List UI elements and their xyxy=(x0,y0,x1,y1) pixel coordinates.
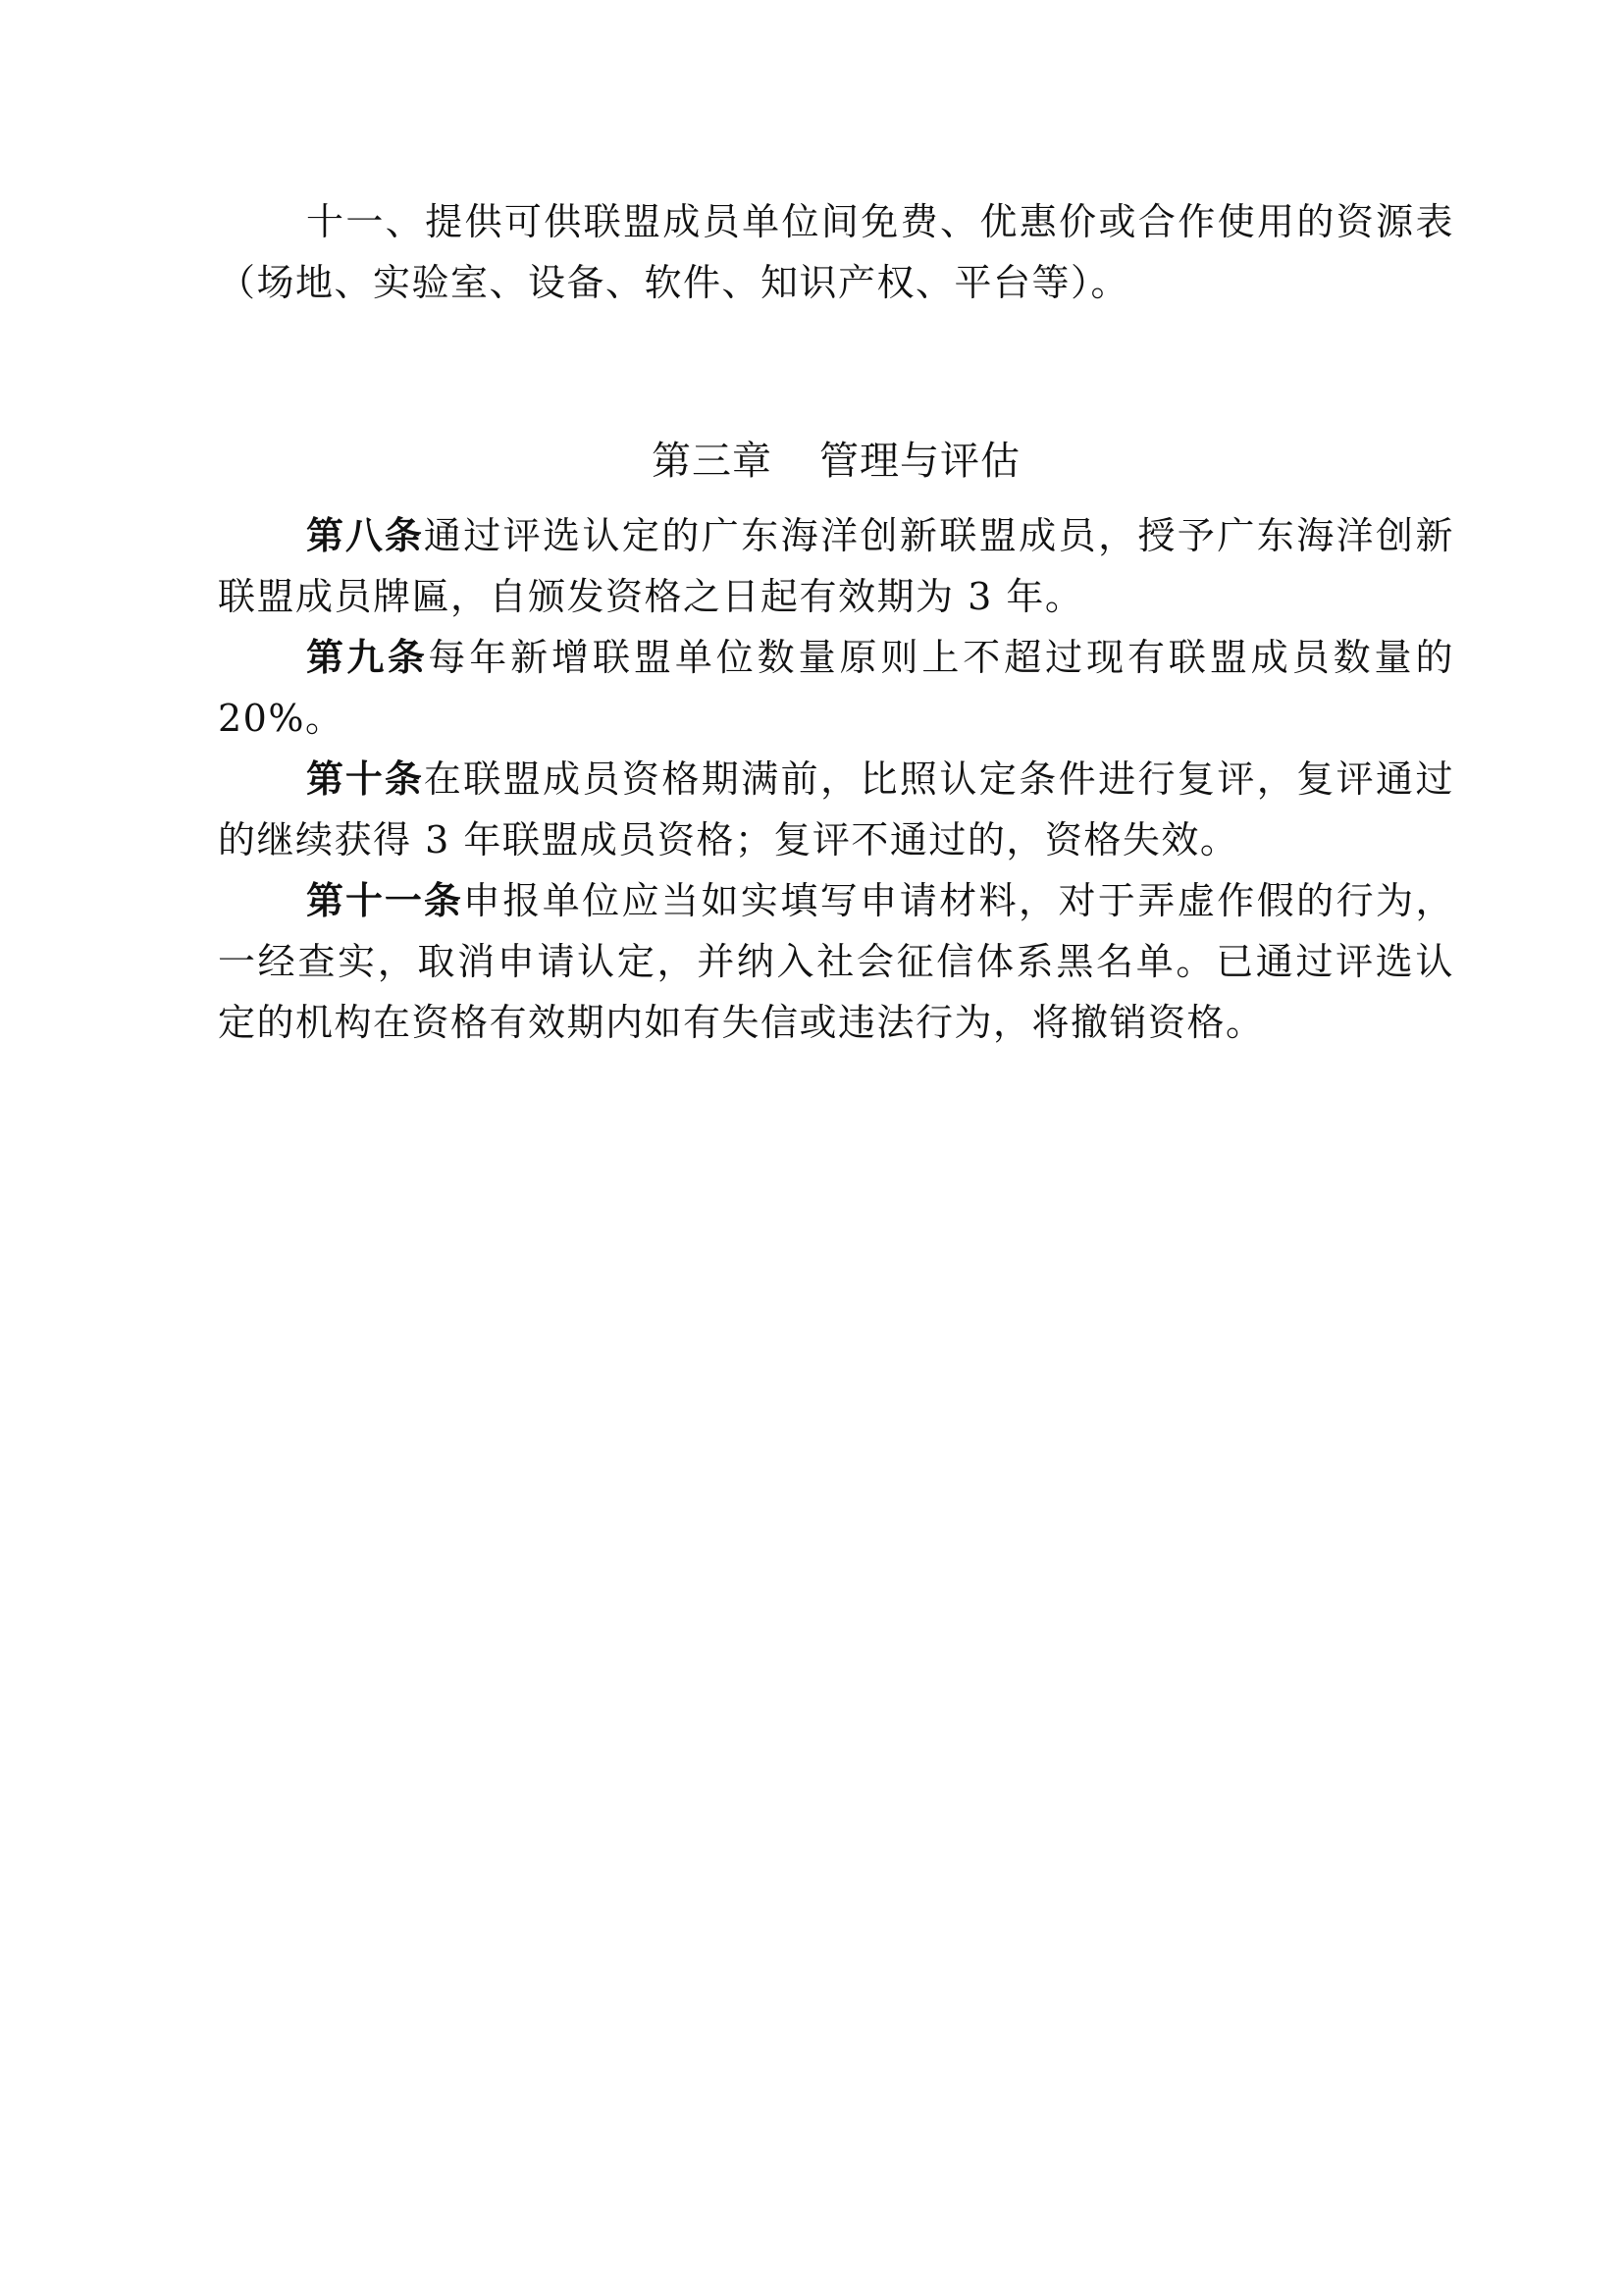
article-text: 每年新增联盟单位数量原则上不超过现有联盟成员数量的 20%。 xyxy=(218,636,1454,740)
chapter-title: 管理与评估 xyxy=(819,439,1021,484)
article-eleven xyxy=(218,870,1454,1053)
page-content xyxy=(218,191,1454,1053)
article-nine xyxy=(218,627,1454,749)
article-label: 第八条 xyxy=(306,514,424,557)
article-text: 申报单位应当如实填写申请材料，对于弄虚作假的行为，一经查实，取消申请认定，并纳入社会征信体系黑名单。已通过评选认定的机构在资格有效期内如有失信或违法行为，将撤销资格。 xyxy=(218,879,1454,1044)
article-label: 第十一条 xyxy=(306,879,463,922)
list-item-text: 十一、提供可供联盟成员单位间免费、优惠价或合作使用的资源表（场地、实验室、设备、软件、知识产权、平台等）。 xyxy=(218,200,1454,304)
article-eight xyxy=(218,505,1454,627)
article-text: 通过评选认定的广东海洋创新联盟成员，授予广东海洋创新联盟成员牌匾，自颁发资格之日起有效期为 3 年。 xyxy=(218,514,1454,618)
article-text: 在联盟成员资格期满前，比照认定条件进行复评，复评通过的继续获得 3 年联盟成员资格；复评不通过的，资格失效。 xyxy=(218,757,1454,861)
article-ten xyxy=(218,749,1454,870)
article-label: 第九条 xyxy=(306,636,429,679)
article-label: 第十条 xyxy=(306,757,424,801)
chapter-heading xyxy=(218,431,1454,492)
chapter-number: 第三章 xyxy=(652,439,772,484)
list-item-eleven xyxy=(218,191,1454,313)
